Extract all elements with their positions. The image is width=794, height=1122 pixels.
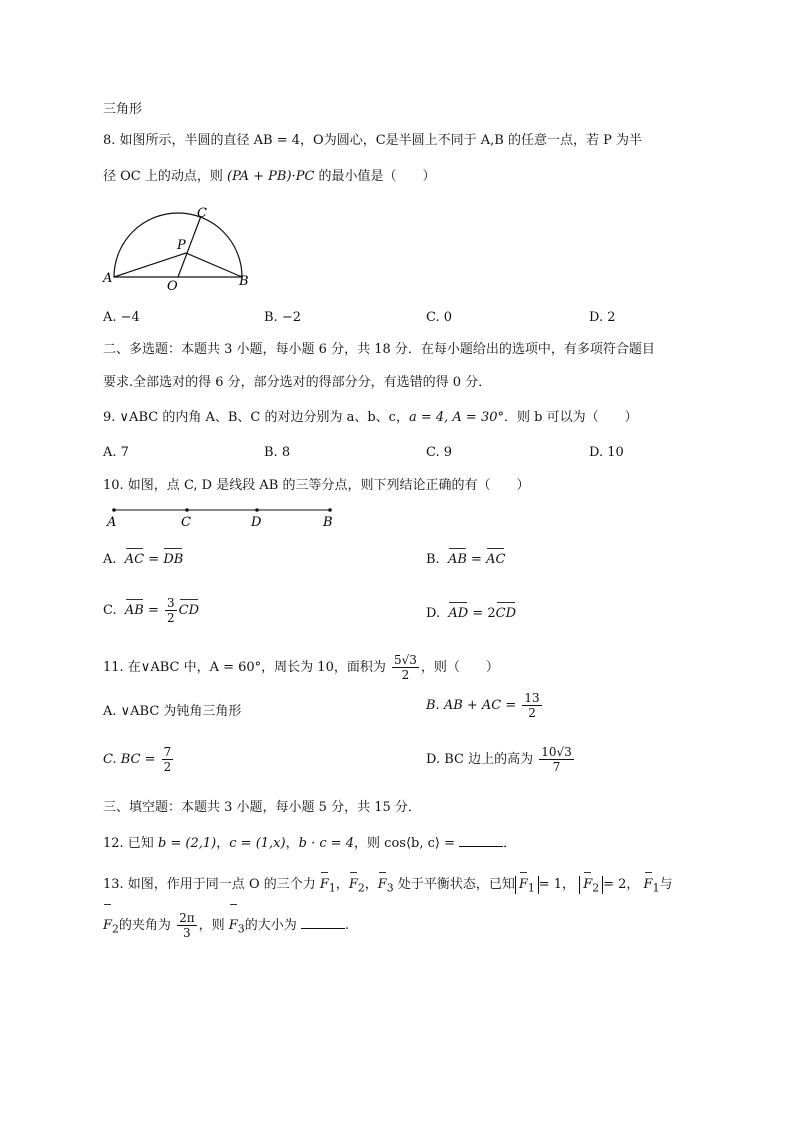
q10-point-a	[112, 508, 116, 512]
q9-text-math: a = 4, A = 30°	[408, 410, 504, 425]
q10-optc-fraction: $\frac{3}{2}$	[167, 596, 175, 625]
q10-option-c: C. AB = $\frac{3}{2}$ CD	[103, 596, 200, 625]
vec-ac: AC	[486, 552, 506, 567]
q8-line-bp	[186, 253, 242, 277]
q11-option-d: D. BC 边上的高为 $\frac{10√3}{7}$	[426, 745, 572, 774]
q8-label-b: B	[239, 274, 249, 289]
q10-point-c	[185, 508, 189, 512]
vec-cd: CD	[178, 603, 200, 618]
q8-line1: 8. 如图所示，半圆的直径 AB = 4，O为圆心，C是半圆上不同于 A,B 的任意一点，若 P 为半	[103, 133, 642, 148]
q8-label-a: A	[103, 271, 113, 286]
q11-option-a: A. ∨ABC 为钝角三角形	[103, 704, 242, 719]
vec-ad: AD	[448, 606, 469, 621]
q8-line2-pre: 径 OC 上的动点，则	[103, 169, 223, 184]
q8-label-o: O	[167, 279, 178, 294]
q9-option-a: A. 7	[103, 445, 129, 460]
q8-line2-expr: (PA + PB)·PC	[227, 169, 315, 184]
q8-option-b: B. −2	[264, 310, 301, 325]
q10-point-b	[328, 508, 332, 512]
q9-text	[103, 409, 638, 427]
vec-db: DB	[163, 552, 184, 567]
q8-label-c: C	[197, 206, 207, 221]
sec3-line1: 三、填空题：本题共 3 小题，每小题 5 分，共 15 分．	[103, 800, 421, 815]
q10-label-b: B	[323, 515, 333, 530]
q13-line2: $F_2$的夹角为 $\frac{2\pi}{3}$ ，则 $F_3$的大小为 .	[103, 908, 349, 948]
q8-line-ap	[114, 253, 186, 277]
q9-text-post: ．则 b 可以为（ ）	[503, 410, 638, 425]
q8-label-p: P	[177, 238, 186, 253]
q13-line1: 13. 如图，作用于同一点 O 的三个力 $F_1$，$F_2$，$F_3$ 处于平衡状态，已知 $F_1 = 1$， $F_2 = 2$， $F_1$与	[103, 877, 673, 895]
q10-option-d: D. AD = 2CD	[426, 606, 516, 621]
q11-option-c: C. BC = $\frac{7}{2}$	[103, 745, 172, 774]
q9-option-d: D. 10	[589, 445, 624, 460]
q10-label-d: D	[251, 515, 262, 530]
q12-text: 12. 已知 b = (2,1)，c = (1,x)，b · c = 4，则 cos⟨b, c⟩ = ．	[103, 836, 517, 851]
q10-option-b: B. AB = AC	[426, 552, 506, 567]
q10-option-a: A. AC = DB	[103, 552, 184, 567]
q10-label-c: C	[181, 515, 191, 530]
vec-ab: AB	[447, 552, 467, 567]
q10-text: 10. 如图，点 C, D 是线段 AB 的三等分点，则下列结论正确的有（ ）	[103, 478, 530, 493]
q8-option-c: C. 0	[426, 310, 453, 325]
q8-line2-post: 的最小值是（ ）	[318, 169, 436, 184]
q8-line2	[103, 168, 436, 186]
q8-figure	[100, 200, 260, 295]
q8-option-a: A. −4	[103, 310, 140, 325]
q10-label-a: A	[107, 515, 117, 530]
q11-text: 11. 在∨ABC 中，A = 60°，周长为 10，面积为 $\frac{5√3}{2}$ ，则（ ）	[103, 653, 499, 682]
section-tail: 三角形	[103, 102, 143, 117]
vec-ac: AC	[124, 552, 145, 567]
vec-cd: CD	[495, 606, 516, 621]
vec-ab: AB	[124, 603, 144, 618]
sec2-line2: 要求.全部选对的得 6 分，部分选对的得部分分，有选错的得 0 分．	[103, 375, 492, 390]
q9-option-b: B. 8	[264, 445, 291, 460]
q11-area-fraction: $\frac{5√3}{2}$	[394, 653, 417, 682]
q13-angle-fraction: $\frac{2\pi}{3}$	[179, 911, 195, 940]
q13-answer-blank[interactable]	[301, 916, 345, 929]
q12-answer-blank[interactable]	[459, 834, 503, 847]
q8-option-d: D. 2	[589, 310, 616, 325]
sec2-line1: 二、多选题：本题共 3 小题，每小题 6 分，共 18 分．在每小题给出的选项中，有多项符合题目	[103, 342, 655, 357]
q9-text-pre: 9. ∨ABC 的内角 A、B、C 的对边分别为 a、b、c，	[103, 410, 409, 425]
q11-option-b: B. AB + AC = $\frac{13}{2}$	[426, 691, 540, 720]
q10-point-d	[255, 508, 259, 512]
q10-segment-figure	[103, 500, 343, 532]
q9-option-c: C. 9	[426, 445, 453, 460]
